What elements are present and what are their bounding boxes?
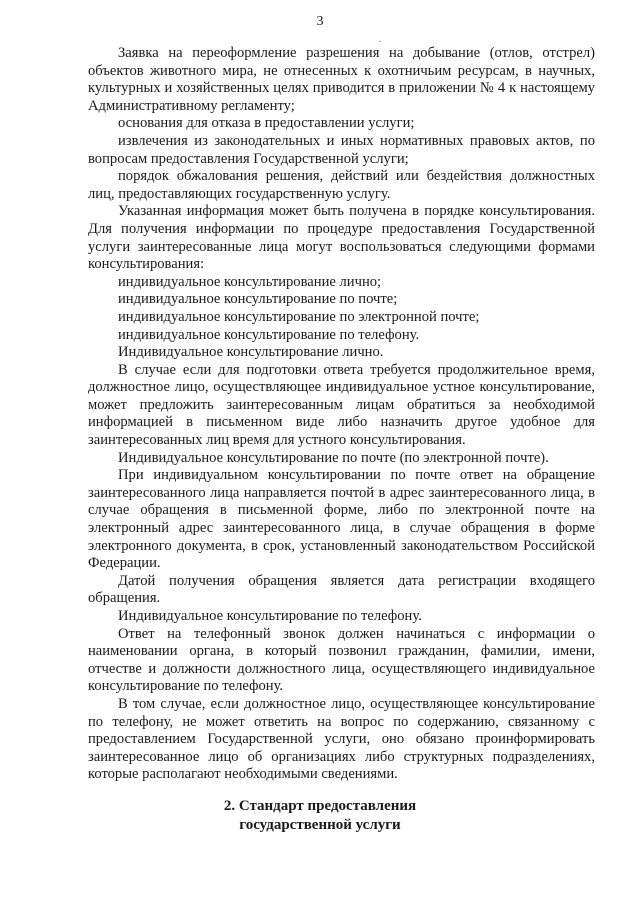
- subheading-consult-mail: Индивидуальное консультирование по почте (по электронной почте).: [118, 449, 549, 466]
- paragraph-refusal-grounds: основания для отказа в предоставлении услуги;: [118, 115, 415, 132]
- section-heading-line-1: 2. Стандарт предоставления: [223, 798, 417, 814]
- subheading-consult-personal: Индивидуальное консультирование лично.: [118, 344, 384, 361]
- paragraph-receipt-date: Датой получения обращения является дата регистрации входящего обращения.: [88, 572, 595, 607]
- subheading-consult-phone: Индивидуальное консультирование по телефону.: [118, 608, 422, 624]
- paragraph-long-answer: В случае если для подготовки ответа требуется продолжительное время, должностное лицо, осуществляющее индивидуальное устное консультирование, может предложить заинтересованным лицам обратиться за необходимой информацией в письменном виде либо назначить другое удобное для заинтересованных лиц время для устного консультирования.: [88, 361, 595, 449]
- section-heading-line-2: государственной услуги: [239, 817, 401, 833]
- list-item-consult-mail: индивидуальное консультирование по почте;: [118, 291, 398, 308]
- body-text: [88, 45, 595, 784]
- list-item-consult-email: индивидуальное консультирование по электронной почте;: [118, 308, 480, 325]
- paragraph-appeal-procedure: порядок обжалования решения, действий или бездействия должностных лиц, предоставляющих государственную услугу.: [88, 168, 595, 202]
- list-item-consult-personal: индивидуальное консультирование лично;: [118, 273, 382, 290]
- list-item-consult-phone: индивидуальное консультирование по телефону.: [118, 326, 420, 343]
- paragraph-consultation-intro: Указанная информация может быть получена в порядке консультирования. Для получения информации по процедуре предоставления Государственной услуги заинтересованные лица могут воспользоваться следующими формами консультирования:: [88, 203, 595, 273]
- paragraph-phone-redirect: В том случае, если должностное лицо, осуществляющее консультирование по телефону, не может ответить на вопрос по содержанию, связанному с предоставлением Государственной услуги, оно обязано проинформировать заинтересованное лицо об организациях либо структурных подразделениях, которые располагают необходимыми сведениями.: [88, 695, 595, 783]
- section-heading: [0, 797, 640, 835]
- scan-mark: ·: [378, 34, 382, 48]
- paragraph-mail-answer: При индивидуальном консультировании по почте ответ на обращение заинтересованного лица направляется почтой в адрес заинтересованного лица, в случае обращения в письменной форме, либо по электронной почте на электронный адрес заинтересованного лица, в случае обращения в форме электронного документа, в срок, установленный законодательством Российской Федерации.: [88, 467, 595, 572]
- paragraph-phone-answer: Ответ на телефонный звонок должен начинаться с информации о наименовании органа, в который позвонил гражданин, фамилии, имени, отчестве и должности должностного лица, осуществляющего индивидуальное консультирование по телефону.: [88, 625, 595, 695]
- paragraph-application-form: Заявка на переоформление разрешения на добывание (отлов, отстрел) объектов животного мира, не отнесенных к охотничьим ресурсам, в научных, культурных и хозяйственных целях приводится в приложении № 4 к настоящему Административному регламенту;: [88, 45, 595, 114]
- paragraph-legal-extracts: извлечения из законодательных и иных нормативных правовых актов, по вопросам предоставления Государственной услуги;: [88, 132, 595, 167]
- page-number: 3: [316, 14, 324, 29]
